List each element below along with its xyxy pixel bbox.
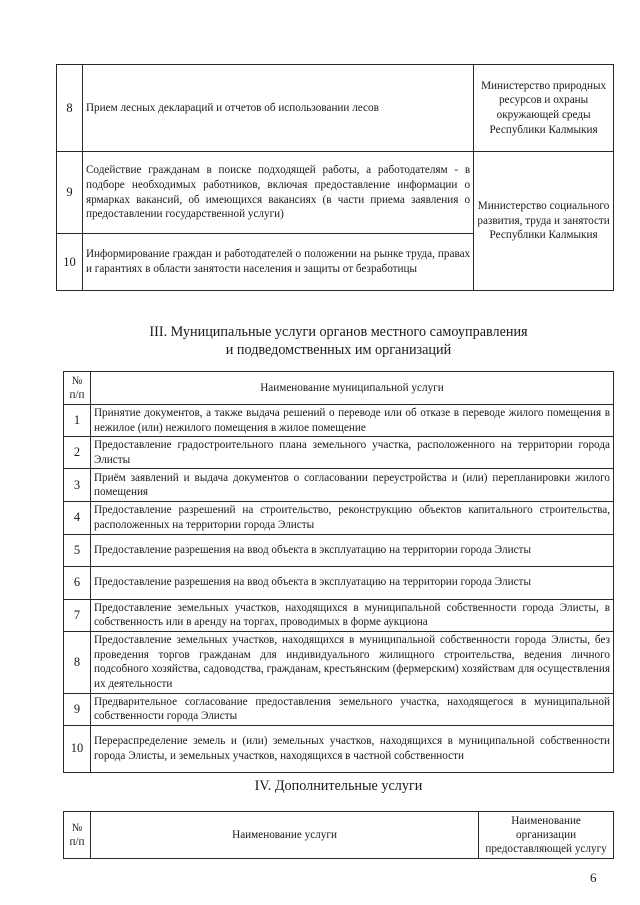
municipal-services-table [63,371,614,773]
service-name: Принятие документов, а также выдача решений о переводе или об отказе в переводе жилого помещения в нежилое (или) нежилого помещения в жилое помещение [90,405,613,437]
service-name: Информирование граждан и работодателей о положении на рынке труда, правах и гарантиях в области занятости населения и защиты от безработицы [82,234,473,291]
row-number: 10 [57,234,83,291]
regional-services-table-continued [56,64,614,291]
row-number: 9 [64,693,91,725]
table-row [64,725,614,772]
row-number: 5 [64,534,91,566]
table-row [64,437,614,469]
header-number: № п/п [64,372,91,405]
section-3-title-line-2: и подведомственных им организаций [225,342,452,358]
row-number: 10 [64,725,91,772]
service-name: Приём заявлений и выдача документов о согласовании переустройства и (или) перепланировки жилого помещения [90,469,613,502]
table-row [64,405,614,437]
table-row [64,534,614,566]
service-name: Прием лесных деклараций и отчетов об использовании лесов [82,65,473,152]
header-number: № п/п [64,812,91,859]
row-number: 3 [64,469,91,502]
table-header-row [64,372,614,405]
service-name: Предоставление разрешения на ввод объекта в эксплуатацию на территории города Элисты [90,534,613,566]
row-number: 8 [57,65,83,152]
table-row [64,693,614,725]
row-number: 6 [64,566,91,599]
service-name: Предоставление разрешения на ввод объекта в эксплуатацию на территории города Элисты [90,566,613,599]
header-service-name: Наименование услуги [90,812,478,859]
organization-name: Министерство природных ресурсов и охраны окружающей среды Республики Калмыкия [474,65,614,152]
section-3-title-line-1: III. Муниципальные услуги органов местного самоуправления [149,324,528,340]
service-name: Предоставление земельных участков, находящихся в муниципальной собственности города Элисты, без проведения торгов гражданам для индивидуального жилищного строительства, ведения личного подсобного хозяйства, садоводства, гражданам, крестьянским (фермерским) хозяйствам для осуществления их деятельности [90,631,613,693]
service-name: Предоставление земельных участков, находящихся в муниципальной собственности города Элисты, в собственность или в аренду на торгах, проводимых в форме аукциона [90,599,613,631]
header-service-name: Наименование муниципальной услуги [90,372,613,405]
service-name: Содействие гражданам в поиске подходящей работы, а работодателям - в подборе необходимых работников, включая предоставление информации о ярмарках вакансий, об имеющихся вакансиях (в части приема заявления о предоставлении государственной услуги) [82,152,473,234]
table-row [57,65,614,152]
table-header-row [64,812,614,859]
service-name: Перераспределение земель и (или) земельных участков, находящихся в муниципальной собственности города Элисты, и земельных участков, находящихся в частной собственности [90,725,613,772]
table-row [64,469,614,502]
section-3-title [63,323,614,359]
row-number: 2 [64,437,91,469]
service-name: Предоставление градостроительного плана земельного участка, расположенного на территории города Элисты [90,437,613,469]
table-row [64,631,614,693]
table-row [64,599,614,631]
additional-services-table [63,811,614,859]
page-number: 6 [590,870,597,885]
table-row [64,566,614,599]
table-row [64,502,614,534]
section-4-title: IV. Дополнительные услуги [254,778,423,794]
row-number: 8 [64,631,91,693]
row-number: 9 [57,152,83,234]
service-name: Предварительное согласование предоставления земельного участка, находящегося в муниципальной собственности города Элисты [90,693,613,725]
row-number: 1 [64,405,91,437]
row-number: 4 [64,502,91,534]
header-organization-name: Наименование организации предоставляющей услугу [479,812,614,859]
service-name: Предоставление разрешений на строительство, реконструкцию объектов капитального строительства, расположенных на территории города Элисты [90,502,613,534]
row-number: 7 [64,599,91,631]
table-row [57,152,614,234]
organization-name: Министерство социального развития, труда и занятости Республики Калмыкия [474,152,614,291]
